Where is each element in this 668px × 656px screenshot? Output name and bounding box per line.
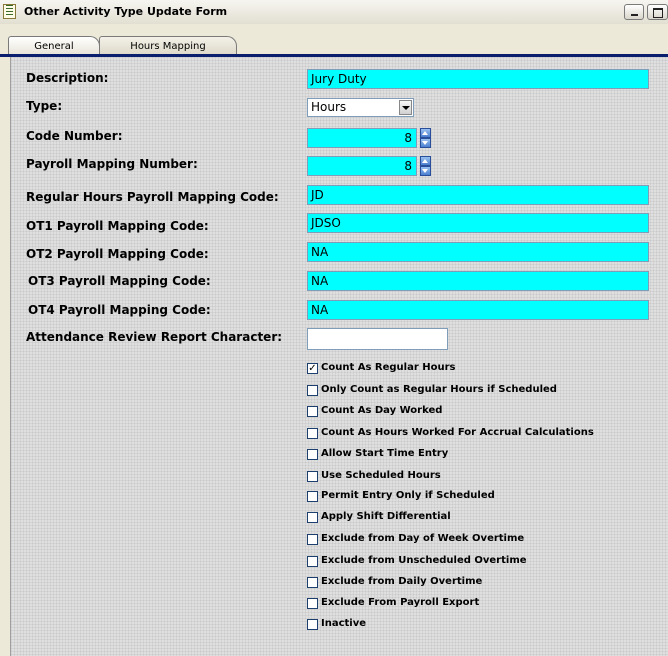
- checkbox[interactable]: [307, 577, 318, 588]
- checkbox-label: Exclude from Day of Week Overtime: [321, 533, 525, 544]
- type-label: Type:: [26, 99, 63, 113]
- type-select-value: Hours: [311, 100, 347, 114]
- ot2-code-label: OT2 Payroll Mapping Code:: [26, 247, 209, 261]
- spin-down-icon[interactable]: [420, 166, 431, 176]
- checkbox[interactable]: [307, 491, 318, 502]
- regular-hours-code-label: Regular Hours Payroll Mapping Code:: [26, 190, 279, 204]
- title-bar: [0, 0, 668, 25]
- regular-hours-code-input[interactable]: JD: [307, 185, 649, 205]
- checkbox-label: Allow Start Time Entry: [321, 448, 449, 459]
- spin-down-icon[interactable]: [420, 138, 431, 148]
- code-number-label: Code Number:: [26, 129, 123, 143]
- checkbox[interactable]: [307, 534, 318, 545]
- tab-general[interactable]: General: [8, 36, 100, 56]
- tab-hours-mapping[interactable]: Hours Mapping: [99, 36, 237, 56]
- window-title: Other Activity Type Update Form: [24, 5, 228, 18]
- checkbox-label: Inactive: [321, 618, 367, 629]
- checkbox[interactable]: [307, 619, 318, 630]
- ot4-code-input[interactable]: NA: [307, 300, 649, 320]
- checkbox[interactable]: [307, 428, 318, 439]
- checkbox-label: Use Scheduled Hours: [321, 470, 441, 481]
- ot1-code-label: OT1 Payroll Mapping Code:: [26, 219, 209, 233]
- form-icon: [3, 4, 16, 19]
- checkbox[interactable]: [307, 471, 318, 482]
- checkbox[interactable]: [307, 406, 318, 417]
- checkbox-label: Count As Regular Hours: [321, 362, 456, 373]
- code-number-input[interactable]: 8: [307, 128, 417, 148]
- payroll-mapping-number-label: Payroll Mapping Number:: [26, 157, 198, 171]
- chevron-down-icon[interactable]: [399, 100, 412, 115]
- checkbox-label: Apply Shift Differential: [321, 511, 451, 522]
- checkbox-label: Exclude From Payroll Export: [321, 597, 480, 608]
- checkbox[interactable]: ✓: [308, 363, 317, 374]
- ot2-code-input[interactable]: NA: [307, 242, 649, 262]
- description-label: Description:: [26, 71, 109, 85]
- ot3-code-input[interactable]: NA: [307, 271, 649, 291]
- minimize-button[interactable]: [624, 4, 644, 20]
- attendance-char-input[interactable]: [307, 328, 448, 350]
- checkbox-label: Exclude from Unscheduled Overtime: [321, 555, 527, 566]
- maximize-button[interactable]: [647, 4, 668, 20]
- attendance-char-label: Attendance Review Report Character:: [26, 330, 283, 344]
- description-input[interactable]: Jury Duty: [307, 69, 649, 89]
- ot1-code-input[interactable]: JDSO: [307, 213, 649, 233]
- checkbox-label: Exclude from Daily Overtime: [321, 576, 483, 587]
- payroll-mapping-number-spinner[interactable]: [420, 156, 431, 176]
- payroll-mapping-number-input[interactable]: 8: [307, 156, 417, 176]
- code-number-spinner[interactable]: [420, 128, 431, 148]
- ot4-code-label: OT4 Payroll Mapping Code:: [28, 303, 211, 317]
- spin-up-icon[interactable]: [420, 128, 431, 138]
- checkbox-label: Permit Entry Only if Scheduled: [321, 490, 495, 501]
- checkbox[interactable]: [307, 512, 318, 523]
- checkbox[interactable]: [307, 449, 318, 460]
- ot3-code-label: OT3 Payroll Mapping Code:: [28, 274, 211, 288]
- checkbox-label: Count As Day Worked: [321, 405, 443, 416]
- checkbox-label: Only Count as Regular Hours if Scheduled: [321, 384, 557, 395]
- spin-up-icon[interactable]: [420, 156, 431, 166]
- checkbox[interactable]: [307, 556, 318, 567]
- checkbox[interactable]: [307, 598, 318, 609]
- type-select[interactable]: [307, 98, 414, 117]
- checkbox[interactable]: [307, 385, 318, 396]
- checkbox-label: Count As Hours Worked For Accrual Calculations: [321, 427, 594, 438]
